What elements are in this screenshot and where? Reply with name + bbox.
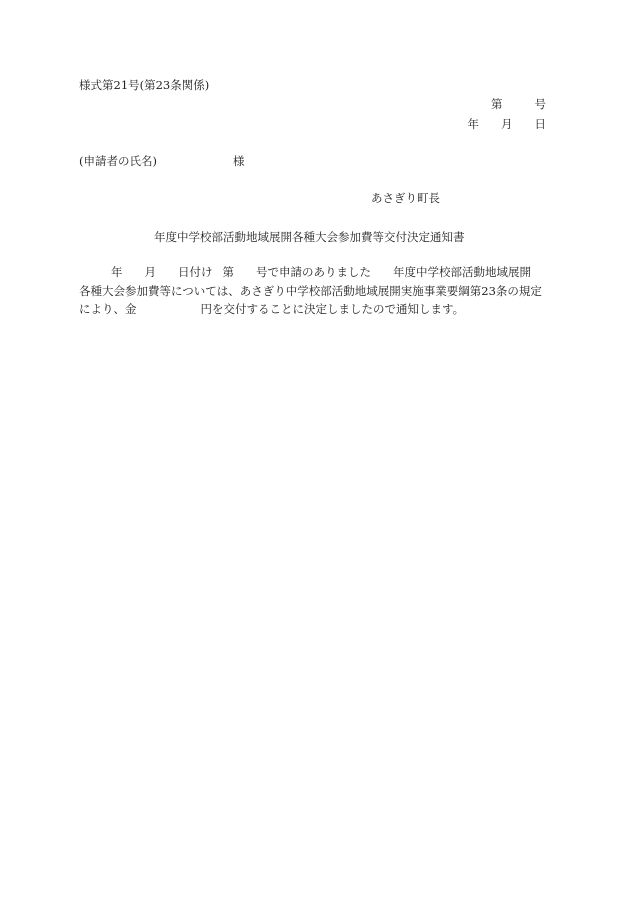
body-dai: 第 bbox=[222, 265, 234, 279]
body-year: 年 bbox=[111, 265, 123, 279]
document-number-prefix: 第 bbox=[491, 97, 503, 111]
document-number bbox=[491, 99, 546, 111]
document-date bbox=[468, 119, 547, 131]
date-month: 月 bbox=[501, 117, 513, 131]
body-amount-prefix: により、金 bbox=[79, 302, 137, 316]
recipient-honorific: 様 bbox=[232, 154, 245, 168]
body-line-1 bbox=[79, 267, 531, 279]
document-number-suffix: 号 bbox=[534, 97, 546, 111]
body-line-2: 各種大会参加費等については、あさぎり中学校部活動地域展開実施事業要綱第23条の規定 bbox=[79, 284, 542, 298]
date-day: 日 bbox=[534, 117, 546, 131]
form-number-label: 様式第21号(第23条関係) bbox=[79, 78, 210, 92]
body-line-3 bbox=[79, 304, 464, 316]
document-title: 年度中学校部活動地域展開各種大会参加費等交付決定通知書 bbox=[154, 230, 465, 244]
body-month: 月 bbox=[144, 265, 156, 279]
body-request-text: 号で申請のありました bbox=[256, 265, 371, 279]
body-date-suffix: 日付け bbox=[178, 265, 213, 279]
body-line-1-end: 年度中学校部活動地域展開 bbox=[393, 265, 531, 279]
date-year: 年 bbox=[467, 117, 479, 131]
issuer-name: あさぎり町長 bbox=[371, 191, 440, 205]
recipient-line bbox=[79, 156, 244, 168]
body-amount-suffix: 円を交付することに決定しましたので通知します。 bbox=[200, 302, 465, 316]
recipient-label: (申請者の氏名) bbox=[79, 154, 157, 168]
